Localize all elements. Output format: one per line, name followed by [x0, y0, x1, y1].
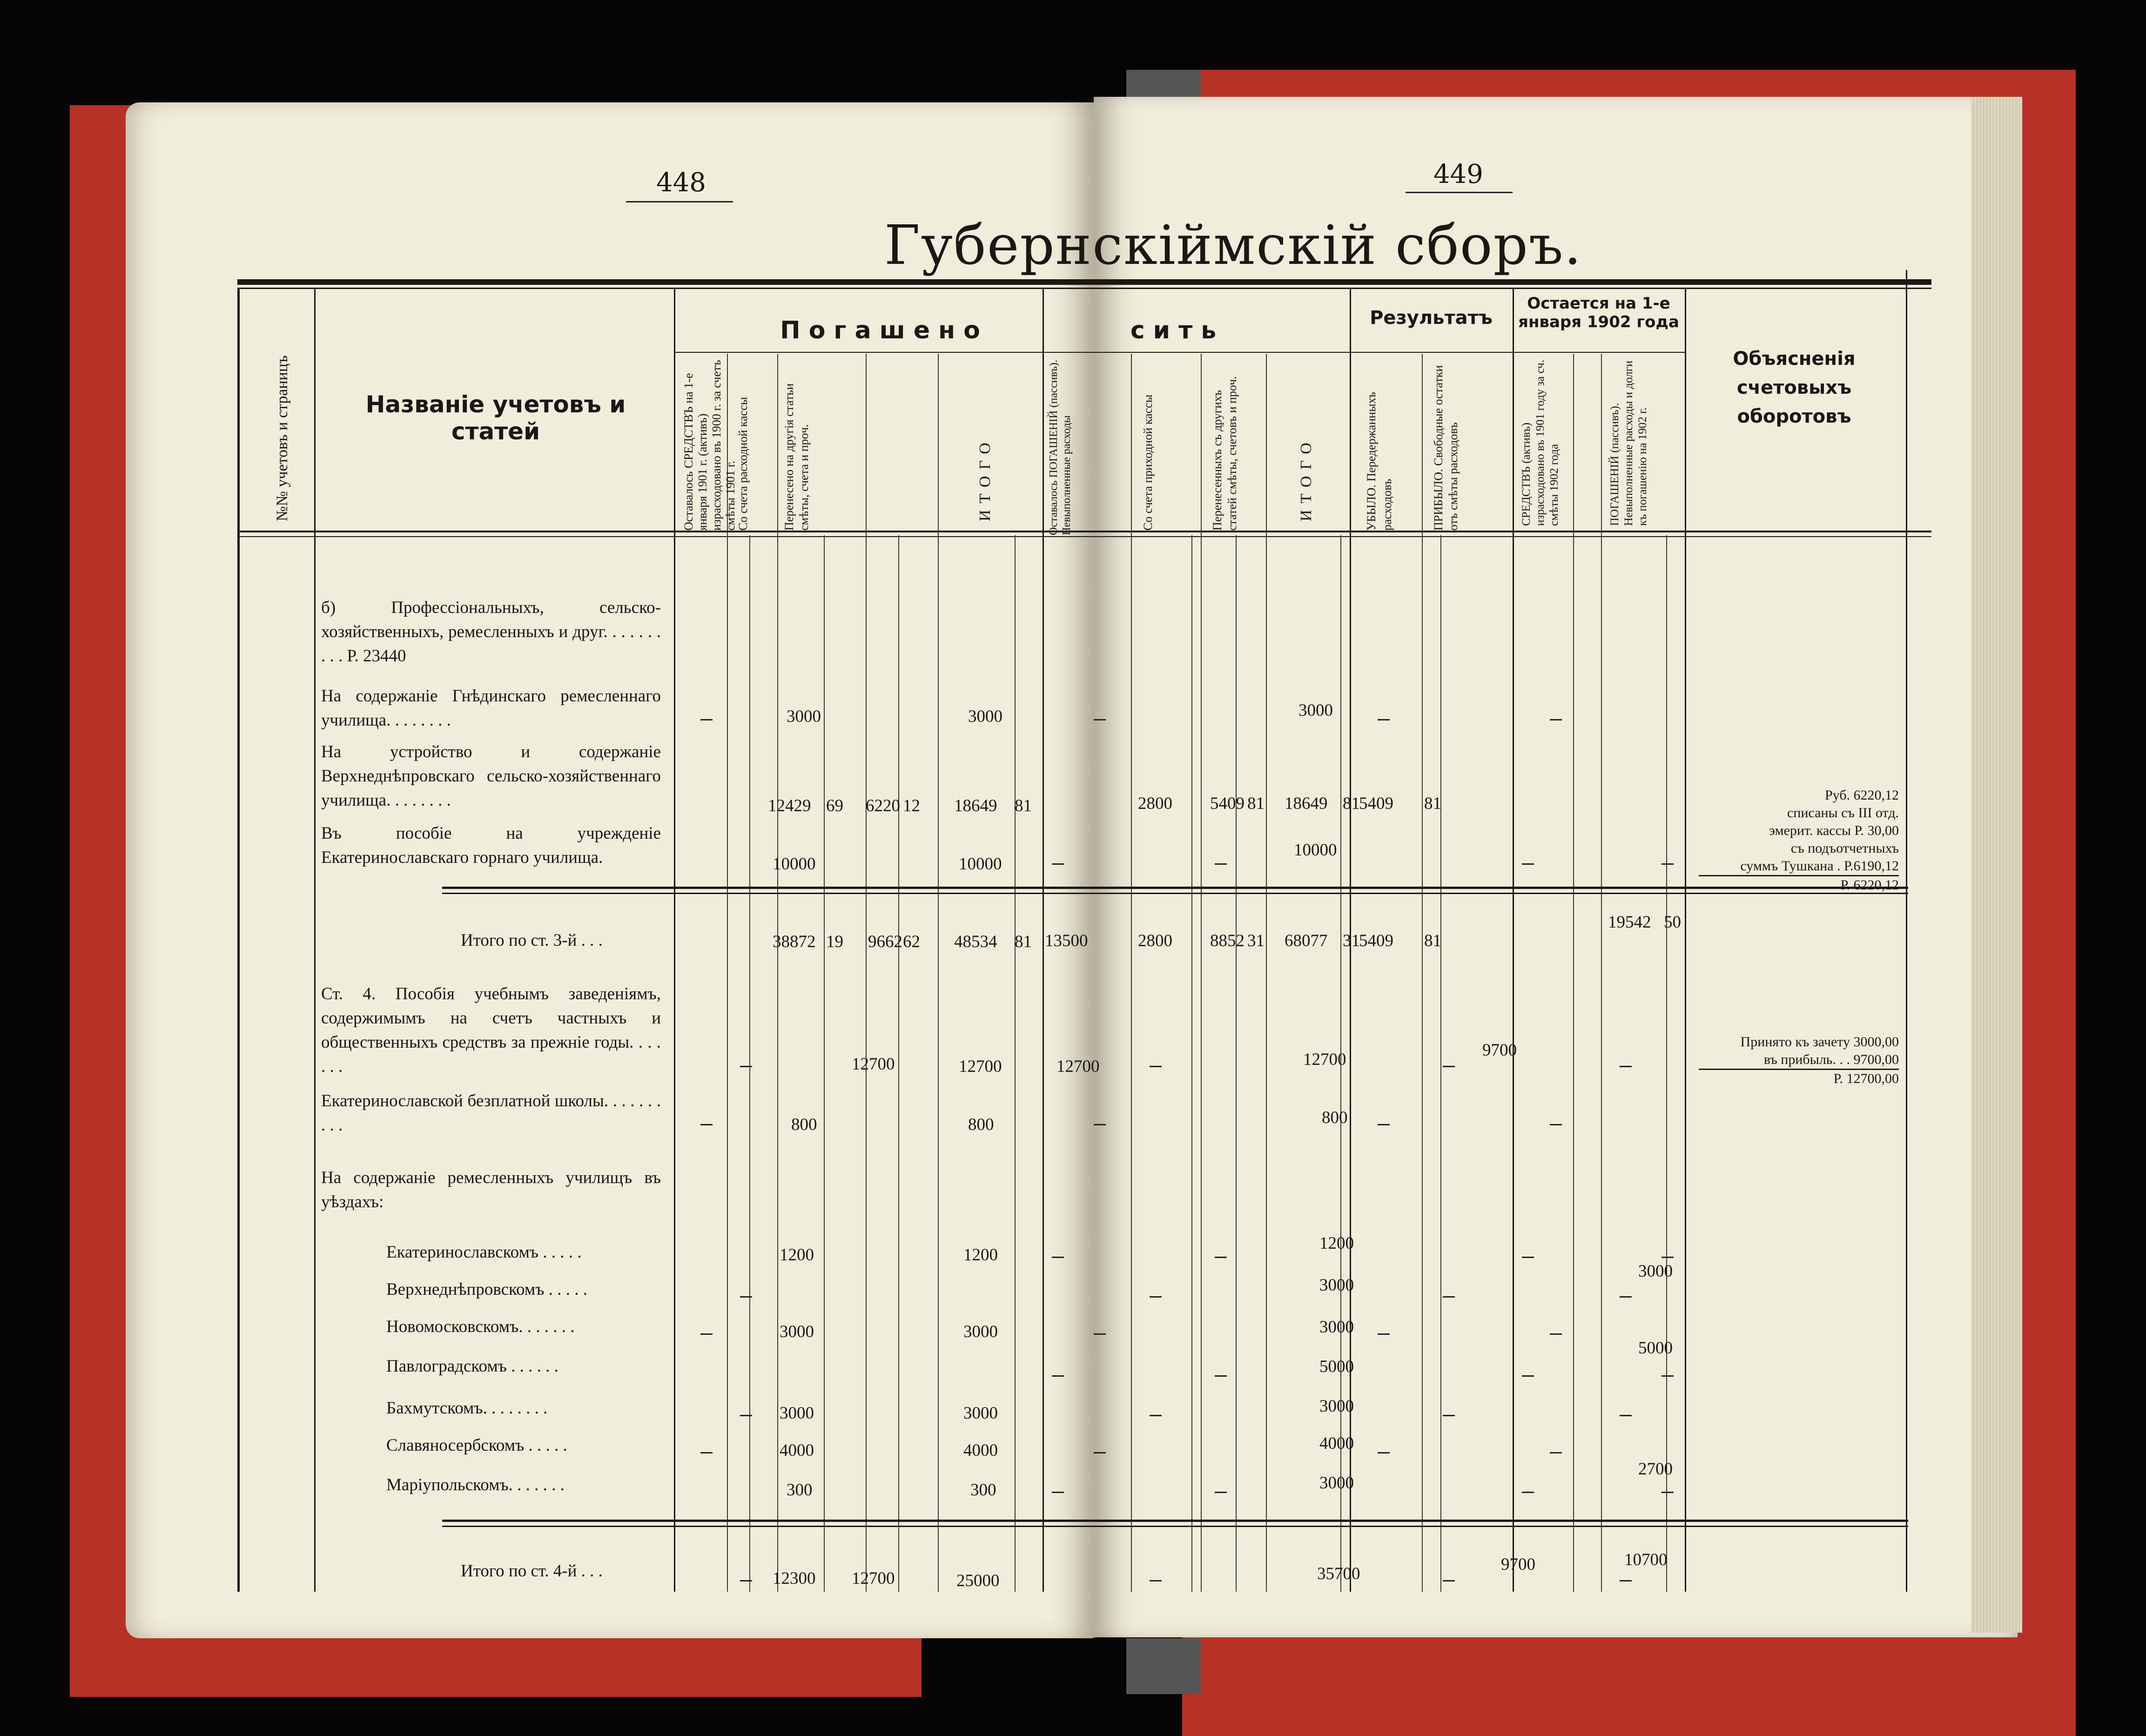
row-label: Ст. 4. Пособія учебнымъ заведеніямъ, содержимымъ на счетъ частныхъ и общественныхъ средствъ за прежніе годы. . . . . . . [321, 984, 661, 1076]
subtotal-rule [442, 1526, 1908, 1527]
cell-itogo: 300 [970, 1480, 996, 1500]
header-explanations: Объясненія счетовыхъ оборотовъ [1733, 348, 1856, 427]
dash-mark [1052, 1375, 1064, 1377]
cell-rash: 12300 [773, 1569, 816, 1588]
cell-itogo: 12700 [959, 1057, 1002, 1076]
dash-mark [740, 1415, 752, 1416]
cell-pog: 12700 [1056, 1057, 1100, 1076]
cell-itogo2: 3000 [1319, 1397, 1354, 1416]
cell-rash: 300 [787, 1480, 813, 1500]
dash-mark [700, 719, 713, 720]
cell-ubylo-k: 81 [1424, 931, 1441, 950]
cell-pers-k: 31 [1247, 931, 1265, 950]
cell-pog1902: 19542 [1608, 913, 1651, 932]
col-divider [1601, 354, 1602, 1592]
col-divider [1422, 354, 1423, 1592]
cell-itogo2: 35700 [1317, 1564, 1360, 1583]
header-number: №№ учетовъ и страницъ [274, 355, 291, 521]
header-pogasheno: Погашено [780, 316, 989, 344]
col-divider [1191, 535, 1192, 1592]
expl-line: Р. 12700,00 [1833, 1071, 1899, 1086]
dash-mark [1094, 719, 1106, 720]
cell-pers: 8852 [1210, 931, 1245, 950]
dash-mark [1378, 1333, 1390, 1335]
col-divider [1685, 289, 1686, 1592]
col-divider [866, 354, 867, 1592]
dash-mark [1378, 719, 1390, 720]
page-edges [1971, 97, 2022, 1633]
dash-mark [700, 1333, 713, 1335]
spine-bottom [1126, 1638, 1201, 1694]
dash-mark [1052, 1257, 1064, 1258]
cell-pog: 13500 [1045, 931, 1088, 950]
dash-mark [1522, 863, 1534, 865]
dash-mark [1150, 1066, 1162, 1067]
row-label: б) Профессіональныхъ, сельско-хозяйственныхъ, ремесленныхъ и друг. . . . . . . . . . Р. 23440 [321, 598, 661, 666]
cell-ubylo: 5409 [1359, 794, 1393, 813]
cell-itogo2: 3000 [1298, 701, 1333, 720]
cell-pog1902: 3000 [1638, 1262, 1673, 1281]
dash-mark [1378, 1452, 1390, 1453]
cell-per: 6220 [866, 796, 900, 815]
col-divider [1201, 354, 1202, 1592]
page-number-rule [626, 201, 733, 202]
expl-line: съ подъотчетныхъ [1790, 841, 1899, 856]
col-divider [1236, 535, 1237, 1592]
subheader-pereneseno: Перенесено на другія статьи смѣты, счета и проч. [782, 383, 811, 531]
cell-pers: 5409 [1210, 794, 1245, 813]
dash-mark [1150, 1415, 1162, 1416]
col-divider [938, 354, 939, 1592]
col-divider [1440, 535, 1441, 1592]
group-rule [674, 352, 1350, 353]
col-divider [1513, 289, 1514, 1592]
cell-per-k: 12 [903, 796, 920, 815]
col-divider [1015, 535, 1016, 1592]
col-divider [674, 289, 675, 1592]
cell-rash-k: 19 [826, 932, 843, 951]
dash-mark [700, 1124, 713, 1125]
cell-itogo: 48534 [954, 932, 997, 951]
expl-line: суммъ Тушкана . Р.6190,12 [1699, 857, 1899, 876]
col-divider [749, 535, 750, 1592]
dash-mark [1522, 1375, 1534, 1377]
expl-line: списаны съ III отд. [1787, 805, 1899, 821]
dash-mark [1662, 863, 1674, 865]
header-remaining: Остается на 1-е января 1902 года [1518, 294, 1679, 331]
row-label: На устройство и содержаніе Верхнеднѣпровскаго сельско-хозяйственнаго училища. . . . . . . . [321, 742, 661, 810]
row-label-total: Итого по ст. 4-й . . . [461, 1561, 603, 1581]
header-result: Результатъ [1370, 307, 1493, 329]
subheader-ubylo: УБЫЛО. Передержанныхъ расходовъ [1365, 392, 1394, 531]
col-divider [1131, 354, 1132, 1592]
row-label: Екатеринославской безплатной школы. . . . . . . . . . [321, 1091, 661, 1135]
cell-itogo: 4000 [963, 1441, 998, 1460]
expl-line: Р. 6220,12 [1840, 877, 1899, 893]
dash-mark [1522, 1257, 1534, 1258]
dash-mark [740, 1066, 752, 1067]
subheader-pogasheniy: Оставалось ПОГАШЕНІЙ (пассивъ). Невыполненные расходы [1048, 359, 1073, 535]
cell-rash-k: 69 [826, 796, 843, 815]
cell-ubylo-k: 81 [1424, 794, 1441, 813]
cell-itogo: 1200 [963, 1245, 998, 1265]
row-label: Бахмутскомъ. . . . . . . . [386, 1399, 548, 1418]
cell-rash: 38872 [773, 932, 816, 951]
dash-mark [1150, 1296, 1162, 1298]
subtotal-rule [442, 1520, 1908, 1522]
dash-mark [1094, 1124, 1106, 1125]
page-title: Губернскiймскiй сборъ. [884, 214, 1582, 277]
cell-rash: 3000 [780, 1322, 814, 1341]
header-bottom-rule [237, 531, 1931, 532]
dash-mark [1662, 1375, 1674, 1377]
dash-mark [1550, 1452, 1562, 1453]
col-divider [1666, 535, 1667, 1592]
col-divider [1043, 289, 1044, 1592]
cell-pribylo: 9700 [1501, 1555, 1535, 1574]
cell-pog1902: 10700 [1624, 1550, 1668, 1569]
cell-pog1902: 2700 [1638, 1460, 1673, 1479]
cell-itogo: 10000 [959, 855, 1002, 874]
page-number-rule [1406, 192, 1513, 193]
cell-itogo2: 68077 [1285, 931, 1328, 950]
cell-itogo: 3000 [968, 707, 1002, 726]
cell-pog1902: 5000 [1638, 1339, 1673, 1358]
dash-mark [1620, 1580, 1632, 1581]
row-label: Въ пособіе на учрежденіе Екатеринославскаго горнаго училища. [321, 824, 661, 867]
dash-mark [1052, 1492, 1064, 1493]
row-label-total: Итого по ст. 3-й . . . [461, 931, 603, 950]
cell-itogo2: 3000 [1319, 1276, 1354, 1295]
dash-mark [1550, 1333, 1562, 1335]
cell-pog1902-k: 50 [1664, 913, 1681, 932]
cell-rash: 1200 [780, 1245, 814, 1265]
row-label: На содержаніе ремесленныхъ училищъ въ уѣздахъ: [321, 1168, 661, 1211]
col-divider [898, 535, 899, 1592]
subtotal-rule [442, 887, 1908, 889]
cell-rash: 4000 [780, 1441, 814, 1460]
cell-itogo-k: 81 [1015, 932, 1032, 951]
explanation-1 [1699, 787, 1899, 894]
cell-ubylo: 5409 [1359, 931, 1393, 950]
cell-rash: 10000 [773, 855, 816, 874]
page-number-right: 449 [1433, 159, 1483, 189]
cell-itogo2: 800 [1322, 1108, 1348, 1127]
dash-mark [1662, 1492, 1674, 1493]
dash-mark [1215, 1257, 1227, 1258]
dash-mark [1094, 1333, 1106, 1335]
subheader-prihod: Со счета приходной кассы [1141, 394, 1155, 531]
dash-mark [1550, 719, 1562, 720]
dash-mark [700, 1452, 713, 1453]
cell-prih: 2800 [1138, 931, 1172, 950]
cell-itogo2: 10000 [1294, 841, 1337, 860]
cell-itogo2: 18649 [1285, 794, 1328, 813]
dash-mark [1620, 1296, 1632, 1298]
dash-mark [740, 1580, 752, 1581]
cell-itogo2: 3000 [1319, 1318, 1354, 1337]
row-label: Славяносербскомъ . . . . . [386, 1436, 567, 1455]
cell-itogo2-k: 81 [1343, 794, 1360, 813]
dash-mark [1443, 1066, 1455, 1067]
page-number-left: 448 [656, 168, 706, 198]
subheader-itogo: ИТОГО [976, 436, 994, 521]
subheader-pereneseno-s: Перенесенныхъ съ другихъ статей смѣты, счетовъ и проч. [1211, 376, 1239, 531]
dash-mark [1215, 863, 1227, 865]
dash-mark [1094, 1452, 1106, 1453]
subheader-itogo2: ИТОГО [1298, 436, 1315, 521]
cell-per: 9662 [868, 932, 902, 951]
cell-per-k: 62 [903, 932, 920, 951]
dash-mark [1443, 1415, 1455, 1416]
row-label: На содержаніе Гнѣдинскаго ремесленнаго училища. . . . . . . . [321, 686, 661, 730]
cell-prih: 2800 [1138, 794, 1172, 813]
subtotal-rule [442, 893, 1908, 894]
dash-mark [1662, 1257, 1674, 1258]
col-divider [1266, 354, 1267, 1592]
row-label: Маріупольскомъ. . . . . . . [386, 1475, 565, 1494]
header-bottom-rule-thin [237, 536, 1931, 537]
col-divider [824, 535, 825, 1592]
cell-per: 12700 [852, 1569, 895, 1588]
cell-itogo-k: 81 [1015, 796, 1032, 815]
table-top-rule-thin [237, 288, 1931, 289]
cell-itogo: 3000 [963, 1404, 998, 1423]
subheader-ostavalos: Оставалось СРЕДСТВЪ на 1-е января 1901 г. (активъ) израсходовано въ 1900 г. за счетъ смѣты 1901 г. [682, 360, 737, 531]
expl-line: Принято къ зачету 3000,00 [1740, 1034, 1899, 1050]
table-top-rule [237, 279, 1931, 285]
cell-rash: 12429 [768, 796, 811, 815]
dash-mark [1443, 1580, 1455, 1581]
table-left-border [237, 289, 240, 1592]
cell-itogo2: 5000 [1319, 1357, 1354, 1376]
dash-mark [1620, 1415, 1632, 1416]
subheader-rashod: Со счета расходной кассы [736, 397, 750, 531]
cell-itogo: 3000 [963, 1322, 998, 1341]
subheader-sredstv-1902: СРЕДСТВЪ (активъ) израсходовано въ 1901 году за сч. смѣты 1902 года [1520, 360, 1561, 526]
cell-rash: 800 [791, 1115, 817, 1134]
cell-itogo2: 12700 [1303, 1050, 1346, 1069]
dash-mark [1620, 1066, 1632, 1067]
col-divider [1573, 354, 1574, 1592]
dash-mark [1052, 863, 1064, 865]
cell-itogo2-k: 31 [1343, 931, 1360, 950]
cell-itogo2: 3000 [1319, 1474, 1354, 1493]
dash-mark [1215, 1375, 1227, 1377]
row-label: Верхнеднѣпровскомъ . . . . . [386, 1280, 587, 1299]
dash-mark [1443, 1296, 1455, 1298]
cell-itogo2: 4000 [1319, 1434, 1354, 1453]
row-label: Екатеринославскомъ . . . . . [386, 1243, 582, 1262]
cell-pers-k: 81 [1247, 794, 1265, 813]
cell-itogo2: 1200 [1319, 1234, 1354, 1253]
header-sit: сить [1130, 316, 1225, 344]
row-label: Павлоградскомъ . . . . . . [386, 1357, 558, 1376]
col-divider [314, 289, 316, 1592]
cell-per: 12700 [852, 1055, 895, 1074]
col-divider [727, 354, 728, 1592]
subheader-pogasheniy-1902: ПОГАШЕНІЙ (пассивъ). Невыполненные расходы и долги къ погашенію на 1902 г. [1608, 360, 1649, 526]
table-right-border [1906, 270, 1907, 1592]
expl-line: Руб. 6220,12 [1824, 787, 1899, 803]
explanation-2 [1699, 1033, 1899, 1088]
expl-line: эмерит. кассы Р. 30,00 [1769, 823, 1899, 838]
dash-mark [1215, 1492, 1227, 1493]
cell-rash: 3000 [787, 707, 821, 726]
subheader-pribylo: ПРИБЫЛО. Свободные остатки отъ смѣты расходовъ [1432, 365, 1460, 531]
col-divider [777, 354, 778, 1592]
row-label: Новомосковскомъ. . . . . . . [386, 1317, 575, 1336]
cell-itogo: 25000 [956, 1571, 1000, 1590]
group-rule [1350, 352, 1513, 353]
dash-mark [1378, 1124, 1390, 1125]
cell-pribylo: 9700 [1482, 1041, 1517, 1060]
expl-line: въ прибыль. . . 9700,00 [1699, 1051, 1899, 1070]
cell-itogo: 800 [968, 1115, 994, 1134]
header-name: Названіе учетовъ и статей [365, 391, 626, 445]
dash-mark [1550, 1124, 1562, 1125]
cell-rash: 3000 [780, 1404, 814, 1423]
dash-mark [740, 1296, 752, 1298]
cell-itogo: 18649 [954, 796, 997, 815]
dash-mark [1522, 1492, 1534, 1493]
dash-mark [1150, 1580, 1162, 1581]
